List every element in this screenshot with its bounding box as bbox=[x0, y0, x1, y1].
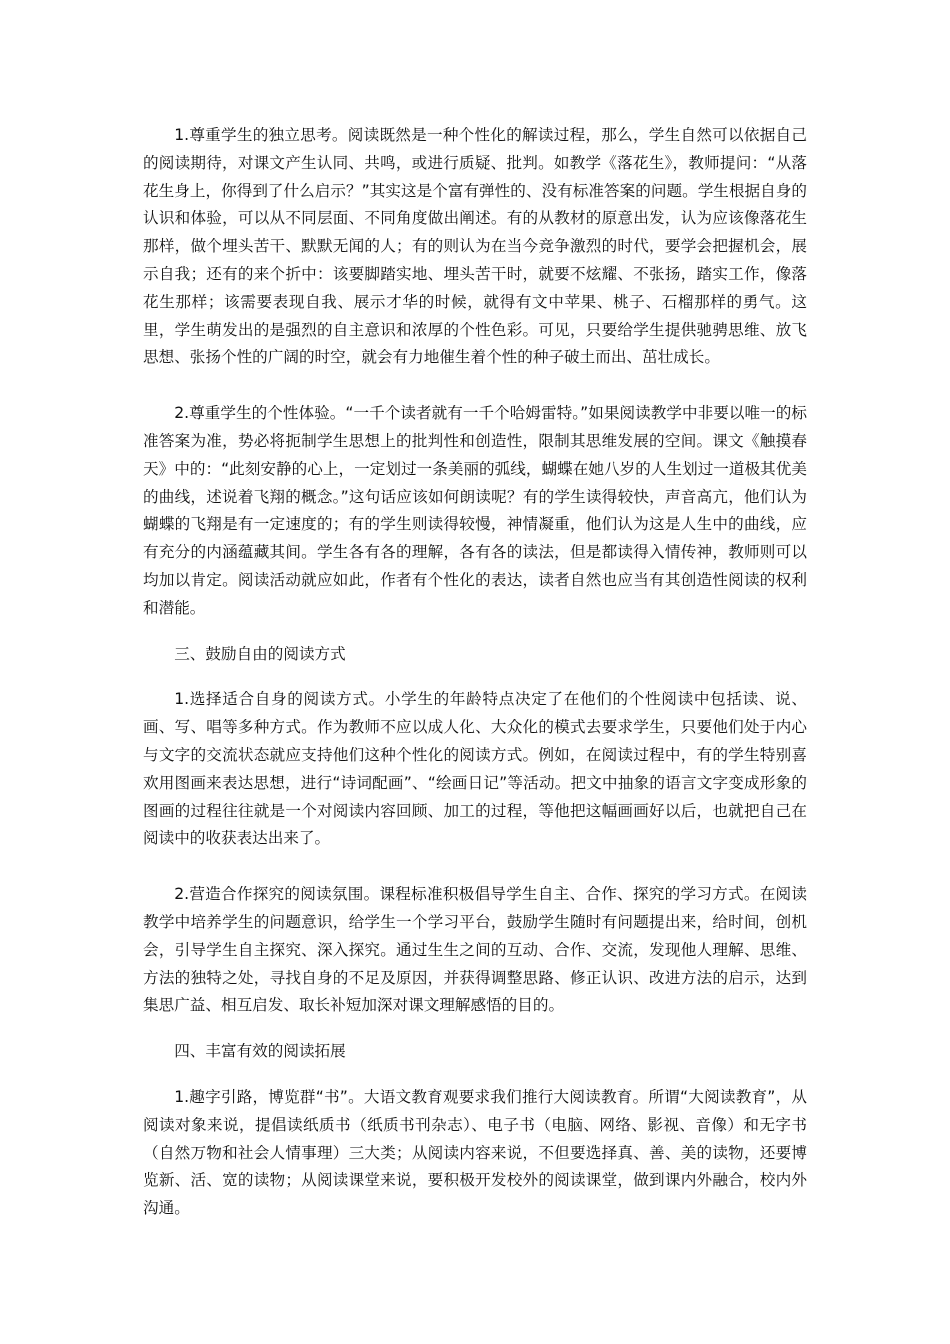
paragraph-independent-thinking: 1.尊重学生的独立思考。阅读既然是一种个性化的解读过程，那么，学生自然可以依据自己的阅读期待，对课文产生认同、共鸣，或进行质疑、批判。如教学《落花生》，教师提问：“从落花生身上，你得到了什么启示？”其实这是个富有弹性的、没有标准答案的问题。学生根据自身的认识和体验，可以从不同层面、不同角度做出阐述。有的从教材的原意出发，认为应该像落花生那样，做个埋头苦干、默默无闻的人；有的则认为在当今竞争激烈的时代，要学会把握机会，展示自我；还有的来个折中：该要脚踏实地、埋头苦干时，就要不炫耀、不张扬，踏实工作，像落花生那样；该需要表现自我、展示才华的时候，就得有文中苹果、桃子、石榴那样的勇气。这里，学生萌发出的是强烈的自主意识和浓厚的个性色彩。可见，只要给学生提供驰骋思维、放飞思想、张扬个性的广阔的时空，就会有力地催生着个性的种子破土而出、茁壮成长。 bbox=[143, 126, 807, 367]
section-heading-free-reading: 三、鼓励自由的阅读方式 bbox=[174, 644, 346, 663]
document-body bbox=[143, 122, 807, 1223]
paragraph-cooperative-inquiry: 2.营造合作探究的阅读氛围。课程标准积极倡导学生自主、合作、探究的学习方式。在阅读教学中培养学生的问题意识，给学生一个学习平台，鼓励学生随时有问题提出来，给时间，创机会，引导学生自主探究、深入探究。通过生生之间的互动、合作、交流，发现他人理解、思维、方法的独特之处，寻找自身的不足及原因，并获得调整思路、修正认识、改进方法的启示，达到集思广益、相互启发、取长补短加深对课文理解感悟的目的。 bbox=[143, 885, 807, 1015]
paragraph-broad-reading: 1.趣字引路，博览群“书”。大语文教育观要求我们推行大阅读教育。所谓“大阅读教育”，从阅读对象来说，提倡读纸质书（纸质书刊杂志）、电子书（电脑、网络、影视、音像）和无字书（自然万物和社会人情事理）三大类；从阅读内容来说，不但要选择真、善、美的读物，还要博览新、活、宽的读物；从阅读课堂来说，要积极开发校外的阅读课堂，做到课内外融合，校内外沟通。 bbox=[143, 1087, 807, 1218]
paragraph-reading-methods: 1.选择适合自身的阅读方式。小学生的年龄特点决定了在他们的个性阅读中包括读、说、画、写、唱等多种方式。作为教师不应以成人化、大众化的模式去要求学生，只要他们处于内心与文字的交流状态就应支持他们这种个性化的阅读方式。例如，在阅读过程中，有的学生特别喜欢用图画来表达思想，进行“诗词配画”、“绘画日记”等活动。把文中抽象的语言文字变成形象的图画的过程往往就是一个对阅读内容回顾、加工的过程，等他把这幅画画好以后，也就把自己在阅读中的收获表达出来了。 bbox=[143, 690, 807, 848]
section-heading-reading-extension: 四、丰富有效的阅读拓展 bbox=[174, 1042, 346, 1061]
paragraph-personal-experience: 2.尊重学生的个性体验。“一千个读者就有一千个哈姆雷特。”如果阅读教学中非要以唯一的标准答案为准，势必将扼制学生思想上的批判性和创造性，限制其思维发展的空间。课文《触摸春天》中的：“此刻安静的心上，一定划过一条美丽的弧线，蝴蝶在她八岁的人生划过一道极其优美的曲线，述说着飞翔的概念。”这句话应该如何朗读呢？有的学生读得较快，声音高亢，他们认为蝴蝶的飞翔是有一定速度的；有的学生则读得较慢，神情凝重，他们认为这是人生中的曲线，应有充分的内涵蕴藏其间。学生各有各的理解，各有各的读法，但是都读得入情传神，教师则可以均加以肯定。阅读活动就应如此，作者有个性化的表达，读者自然也应当有其创造性阅读的权利和潜能。 bbox=[143, 404, 807, 617]
